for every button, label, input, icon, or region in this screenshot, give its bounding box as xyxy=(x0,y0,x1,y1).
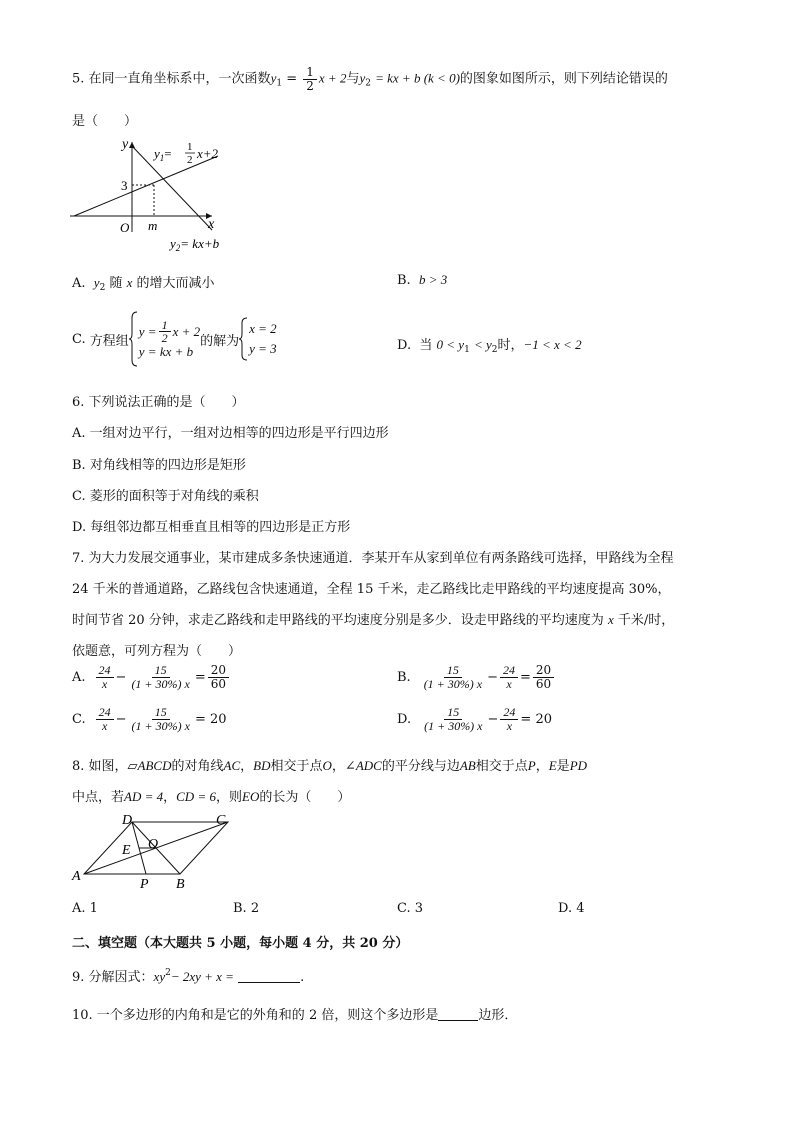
q5-label-origin: O xyxy=(120,220,130,235)
q8-label-a: A xyxy=(72,869,81,884)
q7-line3: 时间节省 20 分钟，求走乙路线和走甲路线的平均速度分别是多少．设走甲路线的平均速度为 x 千米/时， xyxy=(72,612,675,628)
q7-option-b: B. $\frac{15}{(1 + 30\%) x}$ − $\frac{24}{x}$ = $\frac{20}{60}$ xyxy=(397,664,556,690)
q8-label-e: E xyxy=(122,843,131,858)
q8-figure xyxy=(70,812,240,892)
q5-label-y2: $y_2= kx+b$ xyxy=(170,236,220,253)
q5-label-m: m xyxy=(148,218,158,233)
q5-label-y1-num: 1 xyxy=(187,141,193,153)
q5-f1-sub: 1 xyxy=(276,78,283,89)
q5-and: 与 xyxy=(346,71,360,87)
q5-label-y: y xyxy=(122,137,129,152)
q7-option-d: D. $\frac{15}{(1 + 30\%) x}$ − $\frac{24}{x}$ = 20 xyxy=(397,705,553,733)
q8-line1: 8. 如图，▱ABCD的对角线AC，BD相交于点O，∠ADC的平分线与边AB相交于点P，E是PD xyxy=(72,758,588,774)
q9-line: 9. 分解因式：$xy^2- 2xy + x$ = . xyxy=(72,968,305,985)
q5-label-y1-rest: x+2 xyxy=(197,146,219,161)
q6-option-b: B. 对角线相等的四边形是矩形 xyxy=(72,458,246,473)
q6-option-c: C. 菱形的面积等于对角线的乘积 xyxy=(72,489,259,504)
q8-option-b: B. 2 xyxy=(233,901,260,916)
q8-label-o: O xyxy=(148,837,159,852)
q8-option-d: D. 4 xyxy=(558,901,585,916)
q5-stem-line1 xyxy=(72,66,668,92)
q7-line4: 依题意，可列方程为（ ） xyxy=(72,644,242,659)
q5-option-c: C. 方程组 y = $\frac{1}{2}$ x + 2 y = kx + b 的解为 x = 2 y = 3 xyxy=(72,310,277,368)
q7-line2: 24 千米的普通道路，乙路线包含快速通道，全程 15 千米，走乙路线比走甲路线的平均速度提高 30%， xyxy=(72,582,671,597)
q10-line: 10. 一个多边形的内角和是它的外角和的 2 倍，则这个多边形是 边形． xyxy=(72,1008,518,1023)
q5-option-a: A. $y_2$ 随 x 的增大而减小 xyxy=(72,275,215,293)
q5-line-y1 xyxy=(74,156,218,216)
q5-stem-a: 在同一直角坐标系中，一次函数 xyxy=(88,71,271,87)
q7-line1: 7. 为大力发展交通事业，某市建成多条快速通道．李某开车从家到单位有两条路线可选择，甲路线为全程 xyxy=(72,551,674,566)
q6-stem: 6. 下列说法正确的是（ ） xyxy=(72,395,245,410)
q8-label-b: B xyxy=(176,877,185,892)
q8-label-p: P xyxy=(140,877,149,892)
q7-option-a: A. $\frac{24}{x}$ − $\frac{15}{(1 + 30\%) x}$ = $\frac{20}{60}$ xyxy=(72,664,231,690)
q5-label-x: x xyxy=(208,217,215,232)
q5-option-c-system: y = $\frac{1}{2}$ x + 2 y = kx + b xyxy=(138,317,201,359)
q5-option-d: D. 当 $0 < y_1 < y_2$时，−1 < x < 2 xyxy=(397,337,582,355)
q5-f2-rest: = kx + b (k < 0) xyxy=(375,70,460,86)
q6-option-d: D. 每组邻边都互相垂直且相等的四边形是正方形 xyxy=(72,520,351,535)
q5-f2-sub: 2 xyxy=(365,78,371,89)
q5-option-b: B. b > 3 xyxy=(397,272,448,288)
q5-number: 5. xyxy=(72,71,85,87)
q8-option-c: C. 3 xyxy=(397,901,424,916)
q5-f1-rest: x + 2 xyxy=(318,70,347,86)
q5-graph xyxy=(66,136,246,256)
q5-f1-lhs: y xyxy=(270,70,277,86)
q7-option-c: C. $\frac{24}{x}$ − $\frac{15}{(1 + 30\%) x}$ = 20 xyxy=(72,705,227,733)
q8-option-a: A. 1 xyxy=(72,901,98,916)
q10-answer-blank[interactable] xyxy=(438,1020,478,1021)
q5-label-3: 3 xyxy=(121,178,128,193)
q5-half-fraction: $\frac{1}{2}$ xyxy=(303,66,317,92)
q6-option-a: A. 一组对边平行，一组对边相等的四边形是平行四边形 xyxy=(72,426,389,441)
q5-option-c-brace-left xyxy=(129,310,139,368)
section2-title: 二、填空题（本大题共 5 小题，每小题 4 分，共 20 分） xyxy=(72,936,409,951)
q5-label-y1: $y_1=$ xyxy=(154,146,172,163)
q5-f2-lhs: y xyxy=(359,70,366,86)
q5-option-c-solution: x = 2 y = 3 xyxy=(249,320,277,356)
q9-answer-blank[interactable] xyxy=(238,982,300,983)
q5-label-y1-den: 2 xyxy=(187,154,193,166)
q5-stem-b: 的图象如图所示，则下列结论错误的 xyxy=(459,71,668,87)
q8-line2: 中点，若AD = 4，CD = 6，则EO的长为（ ） xyxy=(72,789,351,805)
q8-label-d: D xyxy=(122,813,133,828)
q5-option-c-brace-right xyxy=(239,316,249,362)
q5-eq: = xyxy=(286,71,298,87)
q8-label-c: C xyxy=(216,813,226,828)
q5-stem-line2: 是（ ） xyxy=(72,114,138,129)
